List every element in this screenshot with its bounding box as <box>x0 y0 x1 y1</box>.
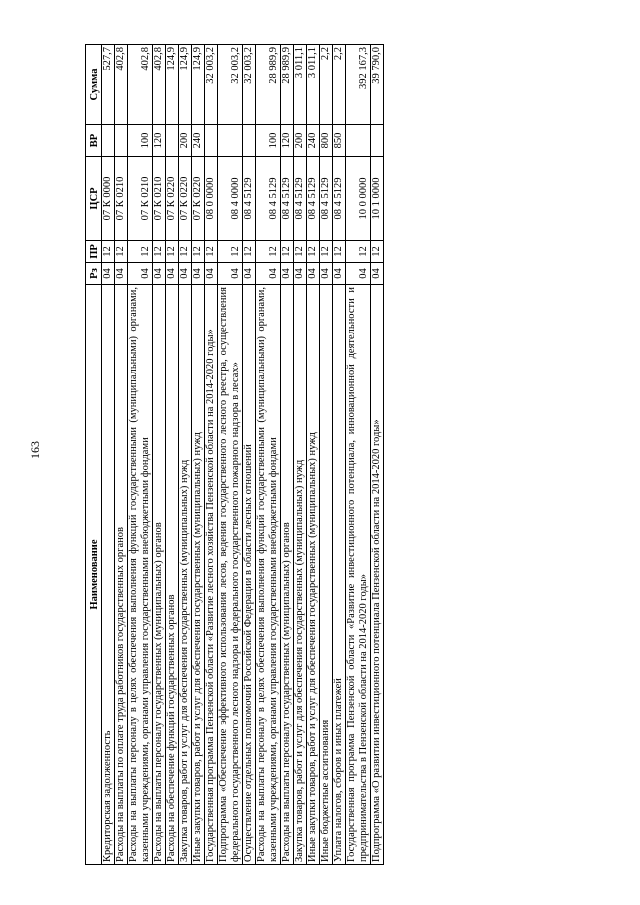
row-pr: 12 <box>205 241 218 263</box>
row-csr: 08 4 0000 <box>218 157 243 241</box>
row-vr: 800 <box>320 125 333 157</box>
row-rz: 04 <box>153 263 166 285</box>
row-name: Подпрограмма «Обеспечение эффективного использования лесов, ведения государственного лесного реестра, осуществления федерального государственного лесного надзора и федерального государственного пожарного надзора в лесах» <box>218 285 243 865</box>
header-rz: Рз <box>86 263 102 285</box>
row-sum: 124,9 <box>166 45 179 125</box>
row-vr: 240 <box>192 125 205 157</box>
row-sum: 3 011,1 <box>294 45 307 125</box>
row-pr: 12 <box>218 241 243 263</box>
row-rz: 04 <box>218 263 243 285</box>
row-vr: 100 <box>128 125 153 157</box>
row-rz: 04 <box>115 263 128 285</box>
row-vr: 200 <box>179 125 192 157</box>
row-vr: 850 <box>333 125 346 157</box>
row-name: Закупка товаров, работ и услуг для обеспечения государственных (муниципальных) нужд <box>294 285 307 865</box>
row-rz: 04 <box>320 263 333 285</box>
row-vr <box>205 125 218 157</box>
header-pr: ПР <box>86 241 102 263</box>
row-pr: 12 <box>371 241 384 263</box>
row-csr: 08 4 5129 <box>333 157 346 241</box>
header-sum: Сумма <box>86 45 102 125</box>
row-csr: 07 К 0210 <box>153 157 166 241</box>
table-row <box>256 45 281 865</box>
row-sum: 2,2 <box>320 45 333 125</box>
row-sum: 392 167,3 <box>346 45 371 125</box>
table-row <box>294 45 307 865</box>
row-sum: 32 003,2 <box>218 45 243 125</box>
row-name: Расходы на выплаты персоналу в целях обеспечения выполнения функций государственными (муниципальными) органами, казенными учреждениями, органами управления государственными внебюджетными фондами <box>128 285 153 865</box>
row-name: Расходы на обеспечение функций государственных органов <box>166 285 179 865</box>
row-sum: 39 790,0 <box>371 45 384 125</box>
row-pr: 12 <box>153 241 166 263</box>
row-name: Осуществление отдельных полномочий Российской Федерации в области лесных отношений <box>243 285 256 865</box>
table-header-row <box>86 45 102 865</box>
table-row <box>166 45 179 865</box>
row-rz: 04 <box>192 263 205 285</box>
rotated-page-content <box>85 45 550 865</box>
row-pr: 12 <box>320 241 333 263</box>
row-rz: 04 <box>128 263 153 285</box>
row-csr: 08 4 5129 <box>281 157 294 241</box>
table-row <box>307 45 320 865</box>
row-sum: 402,8 <box>153 45 166 125</box>
row-name: Уплата налогов, сборов и иных платежей <box>333 285 346 865</box>
row-vr: 100 <box>256 125 281 157</box>
row-rz: 04 <box>294 263 307 285</box>
row-vr <box>102 125 115 157</box>
row-pr: 12 <box>115 241 128 263</box>
row-name: Закупка товаров, работ и услуг для обеспечения государственных (муниципальных) нужд <box>179 285 192 865</box>
row-rz: 04 <box>281 263 294 285</box>
row-name: Кредиторская задолженность <box>102 285 115 865</box>
row-sum: 28 989,9 <box>256 45 281 125</box>
row-name: Государственная программа Пензенской области «Развитие инвестиционного потенциала, инновационной деятельности и предпринимательства в Пензенской области на 2014-2020 годы» <box>346 285 371 865</box>
row-pr: 12 <box>128 241 153 263</box>
row-pr: 12 <box>256 241 281 263</box>
table-row <box>243 45 256 865</box>
row-csr: 10 1 0000 <box>371 157 384 241</box>
row-rz: 04 <box>102 263 115 285</box>
header-name: Наименование <box>86 285 102 865</box>
row-csr: 07 К 0210 <box>115 157 128 241</box>
row-rz: 04 <box>179 263 192 285</box>
row-rz: 04 <box>371 263 384 285</box>
row-csr: 07 К 0210 <box>128 157 153 241</box>
row-csr: 07 К 0220 <box>179 157 192 241</box>
row-name: Расходы на выплаты персоналу государственных (муниципальных) органов <box>153 285 166 865</box>
row-sum: 402,8 <box>128 45 153 125</box>
row-rz: 04 <box>243 263 256 285</box>
row-csr: 10 0 0000 <box>346 157 371 241</box>
row-vr <box>371 125 384 157</box>
row-vr <box>115 125 128 157</box>
row-csr: 08 4 5129 <box>307 157 320 241</box>
row-csr: 08 4 5129 <box>320 157 333 241</box>
row-vr <box>218 125 243 157</box>
table-row <box>346 45 371 865</box>
row-name: Иные закупки товаров, работ и услуг для обеспечения государственных (муниципальных) нужд <box>192 285 205 865</box>
row-pr: 12 <box>294 241 307 263</box>
row-pr: 12 <box>281 241 294 263</box>
header-vr: ВР <box>86 125 102 157</box>
row-sum: 28 989,9 <box>281 45 294 125</box>
table-row <box>102 45 115 865</box>
row-vr <box>166 125 179 157</box>
table-row <box>218 45 243 865</box>
table-row <box>371 45 384 865</box>
row-vr: 200 <box>294 125 307 157</box>
row-pr: 12 <box>166 241 179 263</box>
row-csr: 08 0 0000 <box>205 157 218 241</box>
row-rz: 04 <box>346 263 371 285</box>
row-vr <box>346 125 371 157</box>
row-sum: 32 003,2 <box>205 45 218 125</box>
table-row <box>320 45 333 865</box>
row-vr: 240 <box>307 125 320 157</box>
table-row <box>115 45 128 865</box>
table-row <box>128 45 153 865</box>
row-rz: 04 <box>333 263 346 285</box>
table-row <box>333 45 346 865</box>
row-csr: 07 К 0000 <box>102 157 115 241</box>
row-rz: 04 <box>166 263 179 285</box>
table-row <box>179 45 192 865</box>
table-row <box>153 45 166 865</box>
table-row <box>205 45 218 865</box>
row-pr: 12 <box>307 241 320 263</box>
row-sum: 2,2 <box>333 45 346 125</box>
row-vr <box>243 125 256 157</box>
row-rz: 04 <box>256 263 281 285</box>
row-sum: 3 011,1 <box>307 45 320 125</box>
row-pr: 12 <box>192 241 205 263</box>
row-csr: 07 К 0220 <box>192 157 205 241</box>
row-name: Иные закупки товаров, работ и услуг для обеспечения государственных (муниципальных) нужд <box>307 285 320 865</box>
row-csr: 08 4 5129 <box>243 157 256 241</box>
row-csr: 08 4 5129 <box>256 157 281 241</box>
row-name: Расходы на выплаты персоналу в целях обеспечения выполнения функций государственными (муниципальными) органами, казенными учреждениями, органами управления государственными внебюджетными фондами <box>256 285 281 865</box>
row-name: Иные бюджетные ассигнования <box>320 285 333 865</box>
row-pr: 12 <box>346 241 371 263</box>
row-sum: 402,8 <box>115 45 128 125</box>
row-pr: 12 <box>179 241 192 263</box>
row-vr: 120 <box>281 125 294 157</box>
budget-table <box>85 44 384 865</box>
row-sum: 527,7 <box>102 45 115 125</box>
header-csr: ЦСР <box>86 157 102 241</box>
row-rz: 04 <box>205 263 218 285</box>
table-row <box>281 45 294 865</box>
row-pr: 12 <box>243 241 256 263</box>
table-row <box>192 45 205 865</box>
row-name: Подпрограмма «О развитии инвестиционного потенциала Пензенской области на 2014-2020 годы» <box>371 285 384 865</box>
row-rz: 04 <box>307 263 320 285</box>
row-sum: 124,9 <box>192 45 205 125</box>
row-csr: 08 4 5129 <box>294 157 307 241</box>
row-pr: 12 <box>333 241 346 263</box>
row-name: Расходы на выплаты по оплате труда работников государственных органов <box>115 285 128 865</box>
row-name: Расходы на выплаты персоналу государственных (муниципальных) органов <box>281 285 294 865</box>
row-sum: 32 003,2 <box>243 45 256 125</box>
page-number: 163 <box>28 441 42 459</box>
row-sum: 124,9 <box>179 45 192 125</box>
row-pr: 12 <box>102 241 115 263</box>
row-name: Государственная программа Пензенской области «Развитие лесного хозяйства Пензенской области на 2014-2020 годы» <box>205 285 218 865</box>
row-csr: 07 К 0220 <box>166 157 179 241</box>
row-vr: 120 <box>153 125 166 157</box>
